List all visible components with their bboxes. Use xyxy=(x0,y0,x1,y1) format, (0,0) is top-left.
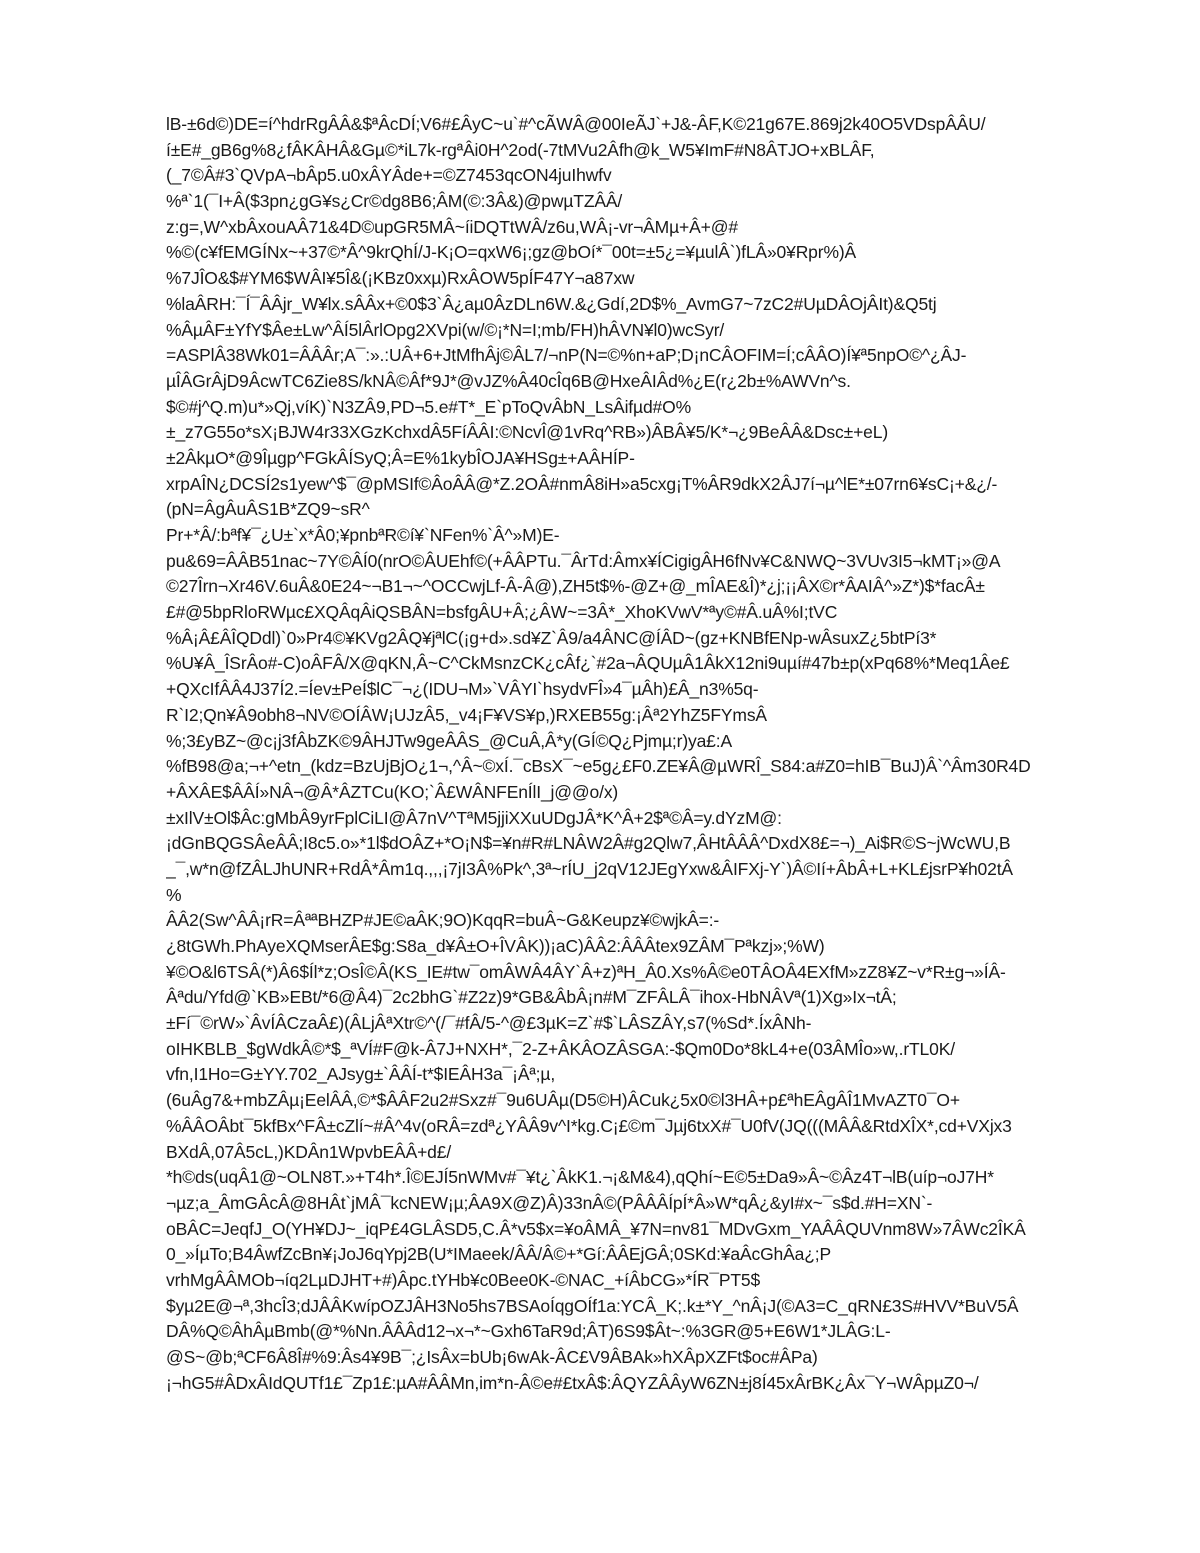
text-line: _¯,w*n@fZÂLJhUNR+RdÂ*Âm1q.,,,¡7jI3Â%Pk^,3ª~rÍU_j2qV12JEgYxw&ÂIFXj-Y`)Â©Ií+ÂbÂ+L+KL£jsrP¥h02tÂ xyxy=(166,858,1013,879)
text-line: %fB98@a;¬+^etn_(kdz=BzUjBjO¿1¬,^Â~©xÍ.¯cBsX¯~e5g¿£F0.ZE¥Â@µWRÎ_S84:a#Z0=hIB¯BuJ)Â`^Âm30R4D xyxy=(166,756,1031,777)
text-line: ±Fí¯©rW»`ÂvÍÂCzaÂ£)(ÂLjÂªXtr©^(/¯#fÂ/5-^@£3µK=Z`#$`LÂSZÂY,s7(%Sd*.ÍxÂNh- xyxy=(166,1013,812,1034)
text-line: %ª`1(¯I+Â($3pn¿gG¥s¿Cr©dg8B6;ÂM(©:3Â&)@pwµTZÂÂ/ xyxy=(166,191,623,212)
text-line: z:g=,W^xbÂxouAÂ71&4D©upGR5MÂ~íiDQTtWÂ/z6u,WÂ¡-vr¬ÂMµ+Â+@# xyxy=(166,216,738,237)
text-line: +QXcIfÂÂ4J37Í2.=Íev±PeÍ$lC¯¬¿(IDU¬M»`VÂYI`hsydvFÎ»4¯µÂh)£Â_n3%5q- xyxy=(166,679,759,700)
text-line: % xyxy=(166,884,182,905)
text-line: %U¥Â_ÎSrÂo#-C)oÂFÂ/X@qKN,Â~C^CkMsnzCK¿cÂf¿`#2a¬ÂQUµÂ1ÂkX12ni9uµí#47b±p(xPq68%*Meq1Âe£ xyxy=(166,653,1010,674)
text-line: ±_z7G55o*sX¡BJW4r33XGzKchxdÂ5FíÂÂI:©NcvÎ@1vRq^RB»)ÂBÂ¥5/K*¬¿9BeÂÂ&Dsc±+eL) xyxy=(166,422,888,443)
text-line: (6uÂg7&+mbZÂµ¡EelÂÂ,©*$ÂÂF2u2#Sxz#¯9u6UÂµ(D5©H)ÂCuk¿5x0©l3HÂ+p£ªhEÂgÂÎ1MvAZT0¯O+ xyxy=(166,1090,960,1111)
text-line: $yµ2E@¬ª,3hcÎ3;dJÂÂKwípOZJÂH3No5hs7BSAoÍqgOÍf1a:YCÂ_K;.k±*Y_^nÂ¡J(©A3=C_qRN£3S#HVV*BuV5Â xyxy=(166,1295,1019,1316)
text-line: Pr+*Â/:bªf¥¯¿U±`x*Â0;¥pnbªR©í¥`NFen%`Â^»M)E- xyxy=(166,525,560,545)
text-line: *h©ds(uqÂ1@~OLN8T.»+T4h*.Î©EJÍ5nWMv#¯¥t¿`ÂkK1.¬¡&M&4),qQhí~E©5±Da9»Â~©Âz4T¬lB(uíp¬oJ7H* xyxy=(166,1167,994,1188)
text-line: Âªdu/Yfd@`KB»EBt/*6@Â4)¯2c2bhG`#Z2z)9*GB&ÂbÂ¡n#M¯ZFÂLÂ¯ihox-HbNÂVª(1)Xg»Ix¬tÂ; xyxy=(166,987,897,1008)
text-line: ¡¬hG5#ÂDxÂIdQUTf1£¯Zp1£:µA#ÂÂMn,im*n-Â©e#£txÂ$:ÂQYZÂÂyW6ZN±j8Í45xÂrBK¿Âx¯Y¬WÂpµZ0¬/ xyxy=(166,1372,979,1393)
text-line: @S~@b;ªCF6Â8Î#%9:Âs4¥9B¯;¿IsÂx=bUb¡6wAk-ÂC£V9ÂBAk»hXÂpXZFt$oc#ÂPa) xyxy=(166,1347,818,1367)
text-line: £#@5bpRloRWµc£XQÂqÂiQSBÂN=bsfgÂU+Â;¿ÂW~=3Â*_XhoKVwV*ªy©#Â.uÂ%I;tVC xyxy=(166,602,838,623)
text-line: ©27Îrn¬Xr46V.6uÂ&0E24~¬B1¬~^OCCwjLf-Â-Â@),ZH5t$%-@Z+@_mÎAE&Î)*¿j;¡¡ÂX©r*ÂAIÂ^»Z*)$*facÂ± xyxy=(166,576,985,597)
text-line: ÂÂ2(Sw^ÂÂ¡rR=ÂªªBHZP#JE©aÂK;9O)KqqR=buÂ~G&Keupz¥©wjkÂ=:- xyxy=(166,910,720,931)
text-line: xrpAÎN¿DCSÍ2s1yew^$¯@pMSIf©ÂoÂÂ@*Z.2OÂ#nmÂ8iH»a5cxg¡T%ÂR9dkX2ÂJ7í¬µ^lE*±07rn6¥sC¡+&¿/- xyxy=(166,473,998,494)
text-line: %7JÎO&$#YM6$WÂI¥5Î&(¡KBz0xxµ)RxÂOW5pÍF47Y¬a87xw xyxy=(166,268,635,289)
text-line: +ÂXÂE$ÂÂÍ»NÂ¬@Â*ÂZTCu(KO;`Â£WÂNFEnÍlI_j@@o/x) xyxy=(166,781,619,802)
text-line: (pN=ÂgÂuÂS1B*ZQ9~sR^ xyxy=(166,499,370,520)
text-line: 0_»ÍµTo;B4ÂwfZcBn¥¡JoJ6qYpj2B(U*IMaeek/ÂÂ/Â©+*Gí:ÂÂEjGÂ;0SKd:¥aÂcGhÂa¿;P xyxy=(166,1244,832,1265)
text-line: ¡dGnBQGSÂeÂÂ;I8c5.o»*1l$dOÂZ+*O¡N$=¥n#R#LNÂW2Â#g2Qlw7,ÂHtÂÂÂ^DxdX8£=¬)_Ai$R©S~jWcWU,B xyxy=(166,833,1011,854)
text-line: oIHKBLB_$gWdkÂ©*$_ªVÍ#F@k-Â7J+NXH*,¯2-Z+ÂKÂOZÂSGA:-$Qm0Do*8kL4+e(03ÂMÎo»w,.rTL0K/ xyxy=(166,1038,955,1059)
text-line: %Â¡Â£ÂÎQDdl)`0»Pr4©¥KVg2ÂQ¥jªlC(¡g+d».sd¥Z`Â9/a4ÂNC@ÍÂD~(gz+KNBfENp-wÂsuxZ¿5btPí3* xyxy=(166,627,937,648)
text-line: ¥©O&l6TSÂ(*)Â6$Íl*z;OsÎ©Â(KS_IE#tw¯omÂWÂ4ÂY`Â+z)ªH_Â0.Xs%Â©e0TÂOÂ4EXfM»zZ8¥Z~v*R±g¬»ÍÂ- xyxy=(166,961,1006,982)
text-line: DÂ%Q©ÂhÂµBmb(@*%Nn.ÂÂÂd12¬x¬*~Gxh6TaR9d;ÂT)6S9$Ât~:%3GR@5+E6W1*JLÂG:L- xyxy=(166,1321,891,1342)
text-line: %;3£yBZ~@c¡j3fÂbZK©9ÂHJTw9geÂÂS_@CuÂ,Â*y(GÍ©Q¿Pjmµ;r)ya£:A xyxy=(166,730,732,751)
text-line: %ÂµÂF±YfY$Âe±Lw^ÂÍ5lÂrlOpg2XVpi(w/©¡*N=I;mb/FH)hÂVN¥l0)wcSyr/ xyxy=(166,319,725,340)
text-line: ¿8tGWh.PhAyeXQMserÂE$g:S8a_d¥Â±O+ÎVÂK))¡aC)ÂÂ2:ÂÂÂtex9ZÂM¯Pªkzj»;%W) xyxy=(166,936,825,956)
text-line: oBÂC=JeqfJ_O(YH¥DJ~_iqP£4GLÂSD5,C.Â*v5$x=¥oÂMÂ_¥7N=nv81¯MDvGxm_YAÂÂQUVnm8W»7ÂWc2ÎKÂ xyxy=(166,1218,1026,1239)
text-line: ±xIlV±Ol$Âc:gMbÂ9yrFplCiLI@Â7nV^TªM5jjiXXuUDgJÂ*K^Â+2$ª©Â=y.dYzM@: xyxy=(166,807,782,828)
text-line: ¬µz;a_ÂmGÂcÂ@8HÂt`jMÂ¯kcNEW¡µ;ÂA9X@Z)Â)33nÂ©(PÂÂÂÍpÍ*Â»W*qÂ¿&yI#x~¯s$d.#H=XN`- xyxy=(166,1192,933,1213)
text-line: %ÂÂOÂbt¯5kfBx^FÂ±cZlí~#Â^4v(oRÂ=zdª¿YÂÂ9v^I*kg.C¡£©m¯Jµj6txX#¯U0fV(JQ(((MÂÂ&RtdXÎX*,cd+VXjx3 xyxy=(166,1115,1012,1136)
text-line: $©#j^Q.m)u*»Qj,víK)`N3ZÂ9,PD¬5.e#T*_E`pToQvÂbN_LsÂifµd#O% xyxy=(166,396,691,417)
text-line: %laÂRH:¯Í¯ÂÂjr_W¥lx.sÂÂx+©0$3`Â¿aµ0ÂzDLn6W.&¿Gdí,2D$%_AvmG7~7zC2#UµDÂOjÂIt)&Q5tj xyxy=(166,293,937,314)
text-line: vrhMgÂÂMOb¬íq2LµDJHT+#)Âpc.tYHb¥c0Bee0K-©NAC_+íÂbCG»*ÍR¯PT5$ xyxy=(166,1269,761,1290)
text-line: vfn,I1Ho=G±YY.702_AJsyg±`ÂÂÍ-t*$IEÂH3a¯¡Âª;µ, xyxy=(166,1064,556,1085)
text-line: =ASPlÂ38Wk01=ÂÂÂr;A¯:».:UÂ+6+JtMfhÂj©ÂL7/¬nP(N=©%n+aP;D¡nCÂOFIM=Í;cÂÂO)Í¥ª5npO©^¿ÂJ- xyxy=(166,345,967,366)
text-line: ±2ÂkµO*@9Îµgp^FGkÂÍSyQ;Â=E%1kybÎOJA¥HSg±+AÂHÍP- xyxy=(166,447,635,468)
text-line: lB-±6d©)DE=í^hdrRgÂÂ&$ªÂcDÍ;V6#£ÂyC~u`#^cÃWÂ@00IeÃJ`+J&-ÂF,K©21g67E.869j2k40O5VDspÂÂU/ xyxy=(166,114,986,134)
text-line: R`I2;Qn¥Â9obh8¬NV©OÍÂW¡UJzÂ5,_v4¡F¥VS¥p,)RXEB55g:¡Âª2YhZ5FYmsÂ xyxy=(166,704,767,725)
text-line: µÎÂGrÂjD9ÂcwTC6Zie8S/kNÂ©Âf*9J*@vJZ%Â40cÎq6B@HxeÂIÂd%¿E(r¿2b±%AWVn^s. xyxy=(166,370,851,391)
text-line: í±E#_gB6g%8¿fÂKÂHÂ&Gµ©*iL7k-rgªÂi0H^2od(-7tMVu2Âfh@k_W5¥ImF#N8ÂTJO+xBLÂF, xyxy=(166,139,875,160)
text-line: BXdÂ,07Â5cL,)KDÂn1WpvbEÂÂ+d£/ xyxy=(166,1141,452,1162)
text-line: (_7©Â#3`QVpA¬bÂp5.u0xÂYÂde+=©Z7453qcON4juIhwfv xyxy=(166,165,612,186)
text-line: pu&69=ÂÂB51nac~7Y©ÂÍ0(nrO©ÂUEhf©(+ÂÂPTu.¯ÂrTd:Âmx¥ÍCigigÂH6fNv¥C&NWQ~3VUv3I5¬kMT¡»@A xyxy=(166,550,1001,571)
text-line: %©(c¥fEMGÍNx~+37©*Â^9krQhÍ/J-K¡O=qxW6¡;gz@bOí*¯00t=±5¿=¥µulÂ`)fLÂ»0¥Rpr%)Â xyxy=(166,242,857,263)
document-body xyxy=(166,112,1116,1396)
